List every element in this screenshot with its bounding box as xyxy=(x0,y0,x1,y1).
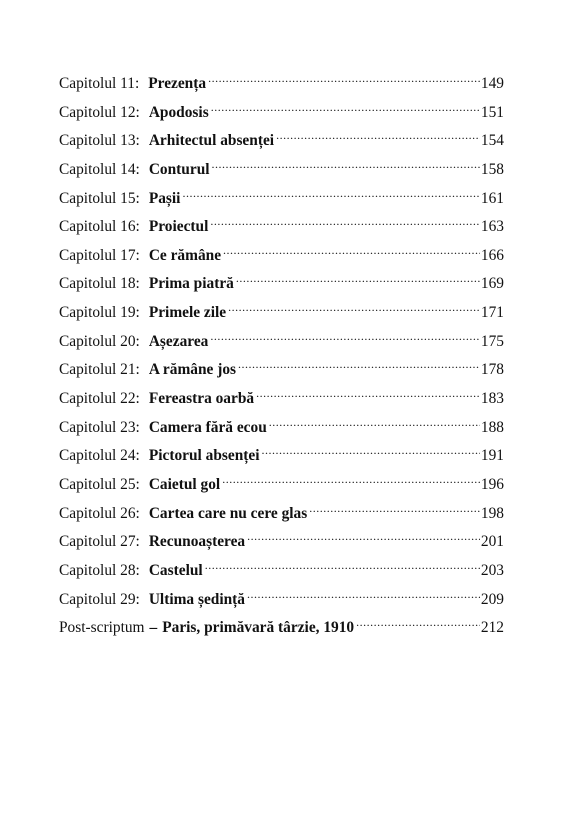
page-number: 191 xyxy=(480,447,504,465)
chapter-title: Arhitectul absenței xyxy=(148,132,275,150)
toc-entry-chapter-24[interactable] xyxy=(59,440,504,469)
dot-leader xyxy=(309,498,480,518)
toc-entry-chapter-23[interactable] xyxy=(59,412,504,441)
toc-entry-chapter-25[interactable] xyxy=(59,469,504,498)
toc-entry-chapter-19[interactable] xyxy=(59,297,504,326)
page-number: 166 xyxy=(480,246,504,264)
chapter-title: Pictorul absenței xyxy=(148,447,260,465)
toc-entry-chapter-16[interactable] xyxy=(59,211,504,240)
chapter-number: Capitolul 21: xyxy=(59,361,140,379)
chapter-number: Capitolul 23: xyxy=(59,418,140,436)
toc-entry-chapter-13[interactable] xyxy=(59,125,504,154)
chapter-number: Capitolul 26: xyxy=(59,504,140,522)
page-number: 183 xyxy=(480,390,504,408)
postscript-dash: – xyxy=(149,619,158,637)
page-number: 151 xyxy=(480,103,504,121)
chapter-title: Fereastra oarbă xyxy=(148,390,255,408)
dot-leader xyxy=(256,383,480,403)
toc-entry-postscript[interactable] xyxy=(59,612,504,641)
postscript-label: Post-scriptum xyxy=(59,619,145,637)
dot-leader xyxy=(247,526,480,546)
page-number: 203 xyxy=(480,561,504,579)
dot-leader xyxy=(262,440,480,460)
dot-leader xyxy=(210,326,480,346)
toc-entry-chapter-18[interactable] xyxy=(59,268,504,297)
toc-entry-chapter-14[interactable] xyxy=(59,154,504,183)
toc-entry-chapter-28[interactable] xyxy=(59,555,504,584)
chapter-title: Camera fără ecou xyxy=(148,418,267,436)
dot-leader xyxy=(222,469,480,489)
page-number: 201 xyxy=(480,533,504,551)
toc-entry-chapter-21[interactable] xyxy=(59,354,504,383)
dot-leader xyxy=(247,584,480,604)
page-number: 209 xyxy=(480,590,504,608)
page-number: 161 xyxy=(480,189,504,207)
chapter-number: Capitolul 12: xyxy=(59,103,140,121)
dot-leader xyxy=(238,354,480,374)
chapter-number: Capitolul 25: xyxy=(59,475,140,493)
page-number: 169 xyxy=(480,275,504,293)
toc-entry-chapter-15[interactable] xyxy=(59,183,504,212)
toc-entry-chapter-29[interactable] xyxy=(59,584,504,613)
dot-leader xyxy=(356,612,480,632)
chapter-number: Capitolul 19: xyxy=(59,304,140,322)
chapter-number: Capitolul 15: xyxy=(59,189,140,207)
page-number: 212 xyxy=(480,619,504,637)
chapter-title: Prima piatră xyxy=(148,275,234,293)
page-number: 198 xyxy=(480,504,504,522)
toc-entry-chapter-22[interactable] xyxy=(59,383,504,412)
dot-leader xyxy=(210,211,480,231)
dot-leader xyxy=(223,240,480,260)
chapter-title: Primele zile xyxy=(148,304,227,322)
toc-entry-chapter-20[interactable] xyxy=(59,326,504,355)
toc-entry-chapter-11[interactable] xyxy=(59,68,504,97)
chapter-title: Prezența xyxy=(148,75,207,92)
chapter-number: Capitolul 27: xyxy=(59,533,140,551)
chapter-title: Conturul xyxy=(148,160,210,178)
dot-leader xyxy=(228,297,480,317)
toc-entry-chapter-12[interactable] xyxy=(59,97,504,126)
chapter-number: Capitolul 14: xyxy=(59,160,140,178)
dot-leader xyxy=(269,412,480,432)
chapter-number: Capitolul 24: xyxy=(59,447,140,465)
dot-leader xyxy=(211,97,480,117)
chapter-number: Capitolul 17: xyxy=(59,246,140,264)
table-of-contents xyxy=(59,68,504,641)
chapter-number: Capitolul 28: xyxy=(59,561,140,579)
page-number: 196 xyxy=(480,475,504,493)
chapter-title: Așezarea xyxy=(148,332,209,350)
page-number: 178 xyxy=(480,361,504,379)
chapter-number: Capitolul 16: xyxy=(59,218,140,236)
page-number: 175 xyxy=(480,332,504,350)
chapter-title: Recunoașterea xyxy=(148,533,246,551)
dot-leader xyxy=(236,268,480,288)
chapter-number: Capitolul 29: xyxy=(59,590,140,608)
page-number: 154 xyxy=(480,132,504,150)
chapter-title: Pașii xyxy=(148,189,181,207)
page-number: 149 xyxy=(480,75,504,92)
chapter-title: Ce rămâne xyxy=(148,246,222,264)
chapter-number: Capitolul 13: xyxy=(59,132,140,150)
chapter-number: Capitolul 22: xyxy=(59,390,140,408)
dot-leader xyxy=(208,68,480,88)
dot-leader xyxy=(205,555,480,575)
chapter-title: Proiectul xyxy=(148,218,209,236)
chapter-title: Cartea care nu cere glas xyxy=(148,504,308,522)
chapter-title: A rămâne jos xyxy=(148,361,237,379)
dot-leader xyxy=(182,183,479,203)
toc-entry-chapter-26[interactable] xyxy=(59,498,504,527)
chapter-number: Capitolul 18: xyxy=(59,275,140,293)
chapter-number: Capitolul 20: xyxy=(59,332,140,350)
chapter-number: Capitolul 11: xyxy=(59,75,140,92)
page-number: 188 xyxy=(480,418,504,436)
chapter-title: Apodosis xyxy=(148,103,209,121)
postscript-title: Paris, primăvară târzie, 1910 xyxy=(162,619,355,637)
page-number: 163 xyxy=(480,218,504,236)
dot-leader xyxy=(276,125,480,145)
page-number: 171 xyxy=(480,304,504,322)
dot-leader xyxy=(212,154,480,174)
toc-entry-chapter-17[interactable] xyxy=(59,240,504,269)
toc-entry-chapter-27[interactable] xyxy=(59,526,504,555)
page-number: 158 xyxy=(480,160,504,178)
chapter-title: Caietul gol xyxy=(148,475,221,493)
chapter-title: Ultima ședință xyxy=(148,590,246,608)
chapter-title: Castelul xyxy=(148,561,203,579)
